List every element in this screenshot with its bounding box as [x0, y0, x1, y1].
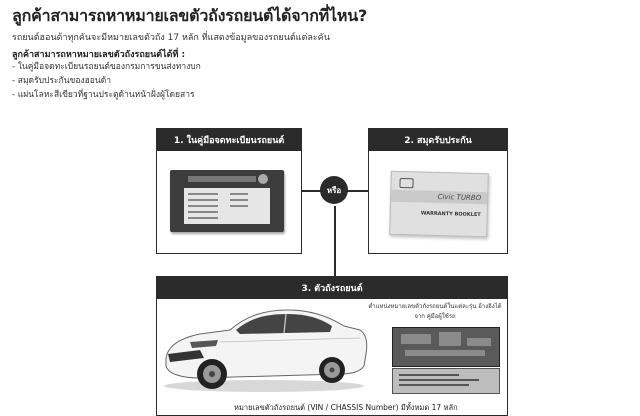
engine-bay-photo	[392, 327, 500, 367]
card-header: 3. ตัวถังรถยนต์	[157, 277, 507, 299]
connector-vertical-line	[334, 206, 336, 276]
vin-caption: หมายเลขตัวถังรถยนต์ (VIN / CHASSIS Number) มีทั้งหมด 17 หลัก	[234, 403, 458, 412]
or-badge: หรือ	[320, 176, 348, 204]
booklet-label-text: WARRANTY BOOKLET	[420, 210, 481, 219]
card-header: 1. ในคู่มือจดทะเบียนรถยนต์	[157, 129, 301, 151]
warranty-booklet-image	[389, 171, 489, 238]
car-image	[160, 296, 372, 394]
card-header: 2. สมุดรับประกัน	[369, 129, 507, 151]
intro-text: รถยนต์ฮอนด้าทุกคันจะมีหมายเลขตัวถัง 17 หลัก ที่แสดงข้อมูลของรถยนต์แต่ละคัน	[12, 33, 330, 43]
list-item: - ในคู่มือจดทะเบียนรถยนต์ของกรมการขนส่งทางบก	[12, 62, 201, 72]
vin-location-note: ตำแหน่งหมายเลขตัวถังรถยนต์ในแต่ละรุ่น อ้างอิงได้จาก คู่มือผู้ใช้รถ	[368, 303, 502, 320]
vin-plate-photo	[392, 368, 500, 394]
locations-list	[12, 60, 201, 102]
page-title: ลูกค้าสามารถหาหมายเลขตัวถังรถยนต์ได้จากที่ไหน?	[12, 6, 368, 25]
honda-logo-icon	[399, 178, 413, 188]
locations-heading: ลูกค้าสามารถหาหมายเลขตัวถังรถยนต์ได้ที่ :	[12, 50, 186, 60]
seal-icon	[258, 174, 268, 184]
list-item: - สมุดรับประกันของฮอนด้า	[12, 76, 111, 86]
booklet-model-text: Civic TURBO	[437, 192, 482, 203]
list-item: - แผ่นโลหะสีเขียวที่ฐานประตูด้านหน้าฝั่งผู้โดยสาร	[12, 90, 195, 100]
registration-book-image	[170, 170, 284, 232]
